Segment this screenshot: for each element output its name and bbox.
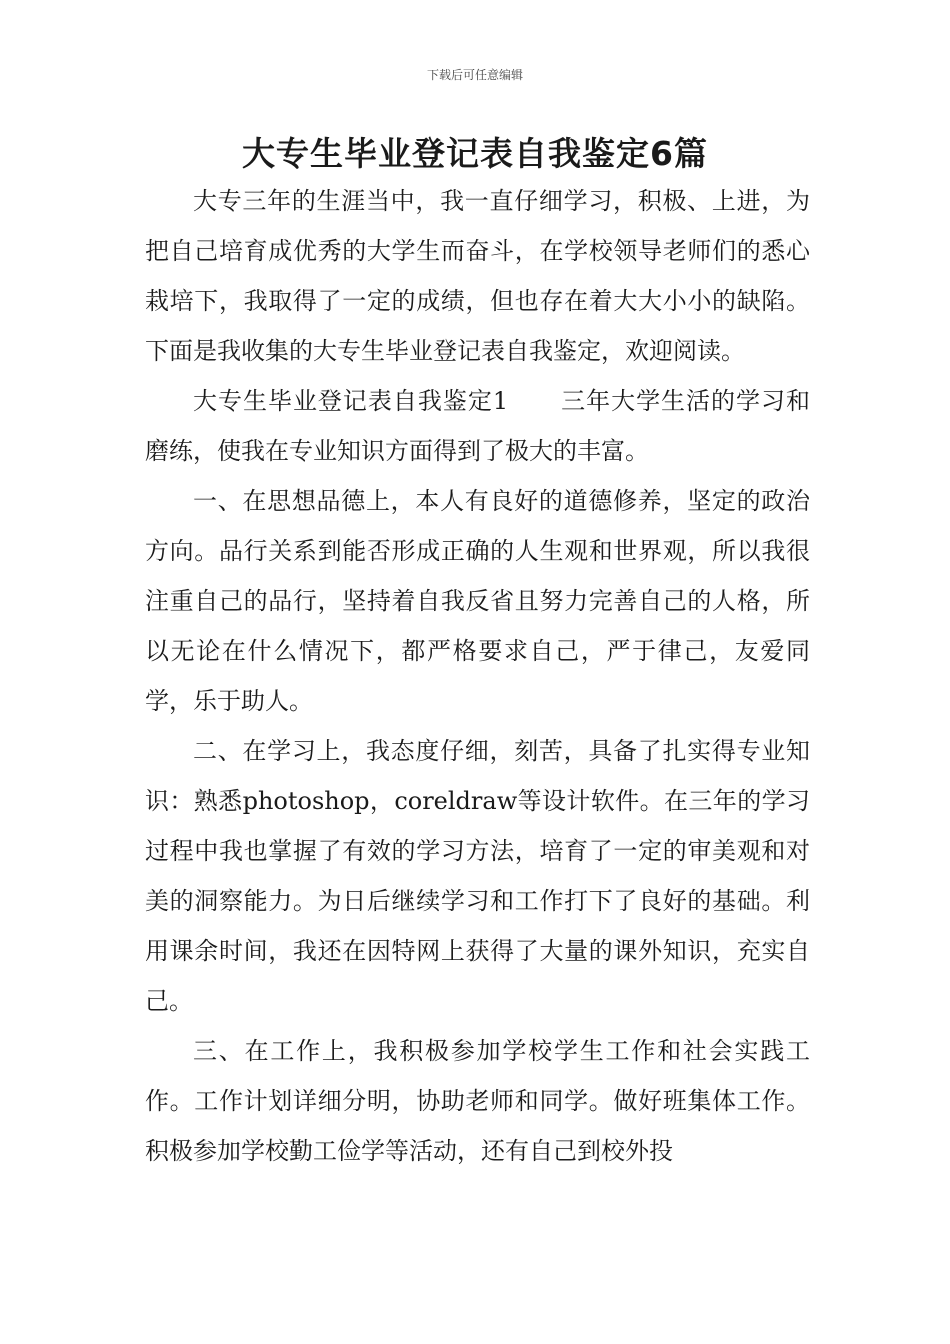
intro-paragraph: 大专三年的生涯当中，我一直仔细学习，积极、上进，为把自己培育成优秀的大学生而奋斗，在学校领导老师们的悉心栽培下，我取得了一定的成绩，但也存在着大大小小的缺陷。下面是我收集的大专生毕业登记表自我鉴定，欢迎阅读。 [145, 187, 810, 365]
section-1-paragraph [145, 376, 810, 476]
document-title: 大专生毕业登记表自我鉴定6篇 [242, 134, 708, 173]
moral-paragraph: 一、在思想品德上，本人有良好的道德修养，坚定的政治方向。品行关系到能否形成正确的人生观和世界观，所以我很注重自己的品行，坚持着自我反省且努力完善自己的人格，所以无论在什么情况下，都严格要求自己，严于律己，友爱同学，乐于助人。 [145, 487, 810, 715]
section-1-heading: 大专生毕业登记表自我鉴定1 [193, 387, 509, 415]
page-header-note: 下载后可任意编辑 [426, 68, 523, 82]
document-body [145, 176, 810, 1176]
study-paragraph: 二、在学习上，我态度仔细，刻苦，具备了扎实得专业知识：熟悉photoshop，coreldraw等设计软件。在三年的学习过程中我也掌握了有效的学习方法，培育了一定的审美观和对美的洞察能力。为日后继续学习和工作打下了良好的基础。利用课余时间，我还在因特网上获得了大量的课外知识，充实自己。 [145, 737, 810, 1015]
work-paragraph: 三、在工作上，我积极参加学校学生工作和社会实践工作。工作计划详细分明，协助老师和同学。做好班集体工作。积极参加学校勤工俭学等活动，还有自己到校外投 [145, 1037, 810, 1165]
section-1-text: 三年大学生活的学习和磨练，使我在专业知识方面得到了极大的丰富。 [145, 387, 810, 465]
